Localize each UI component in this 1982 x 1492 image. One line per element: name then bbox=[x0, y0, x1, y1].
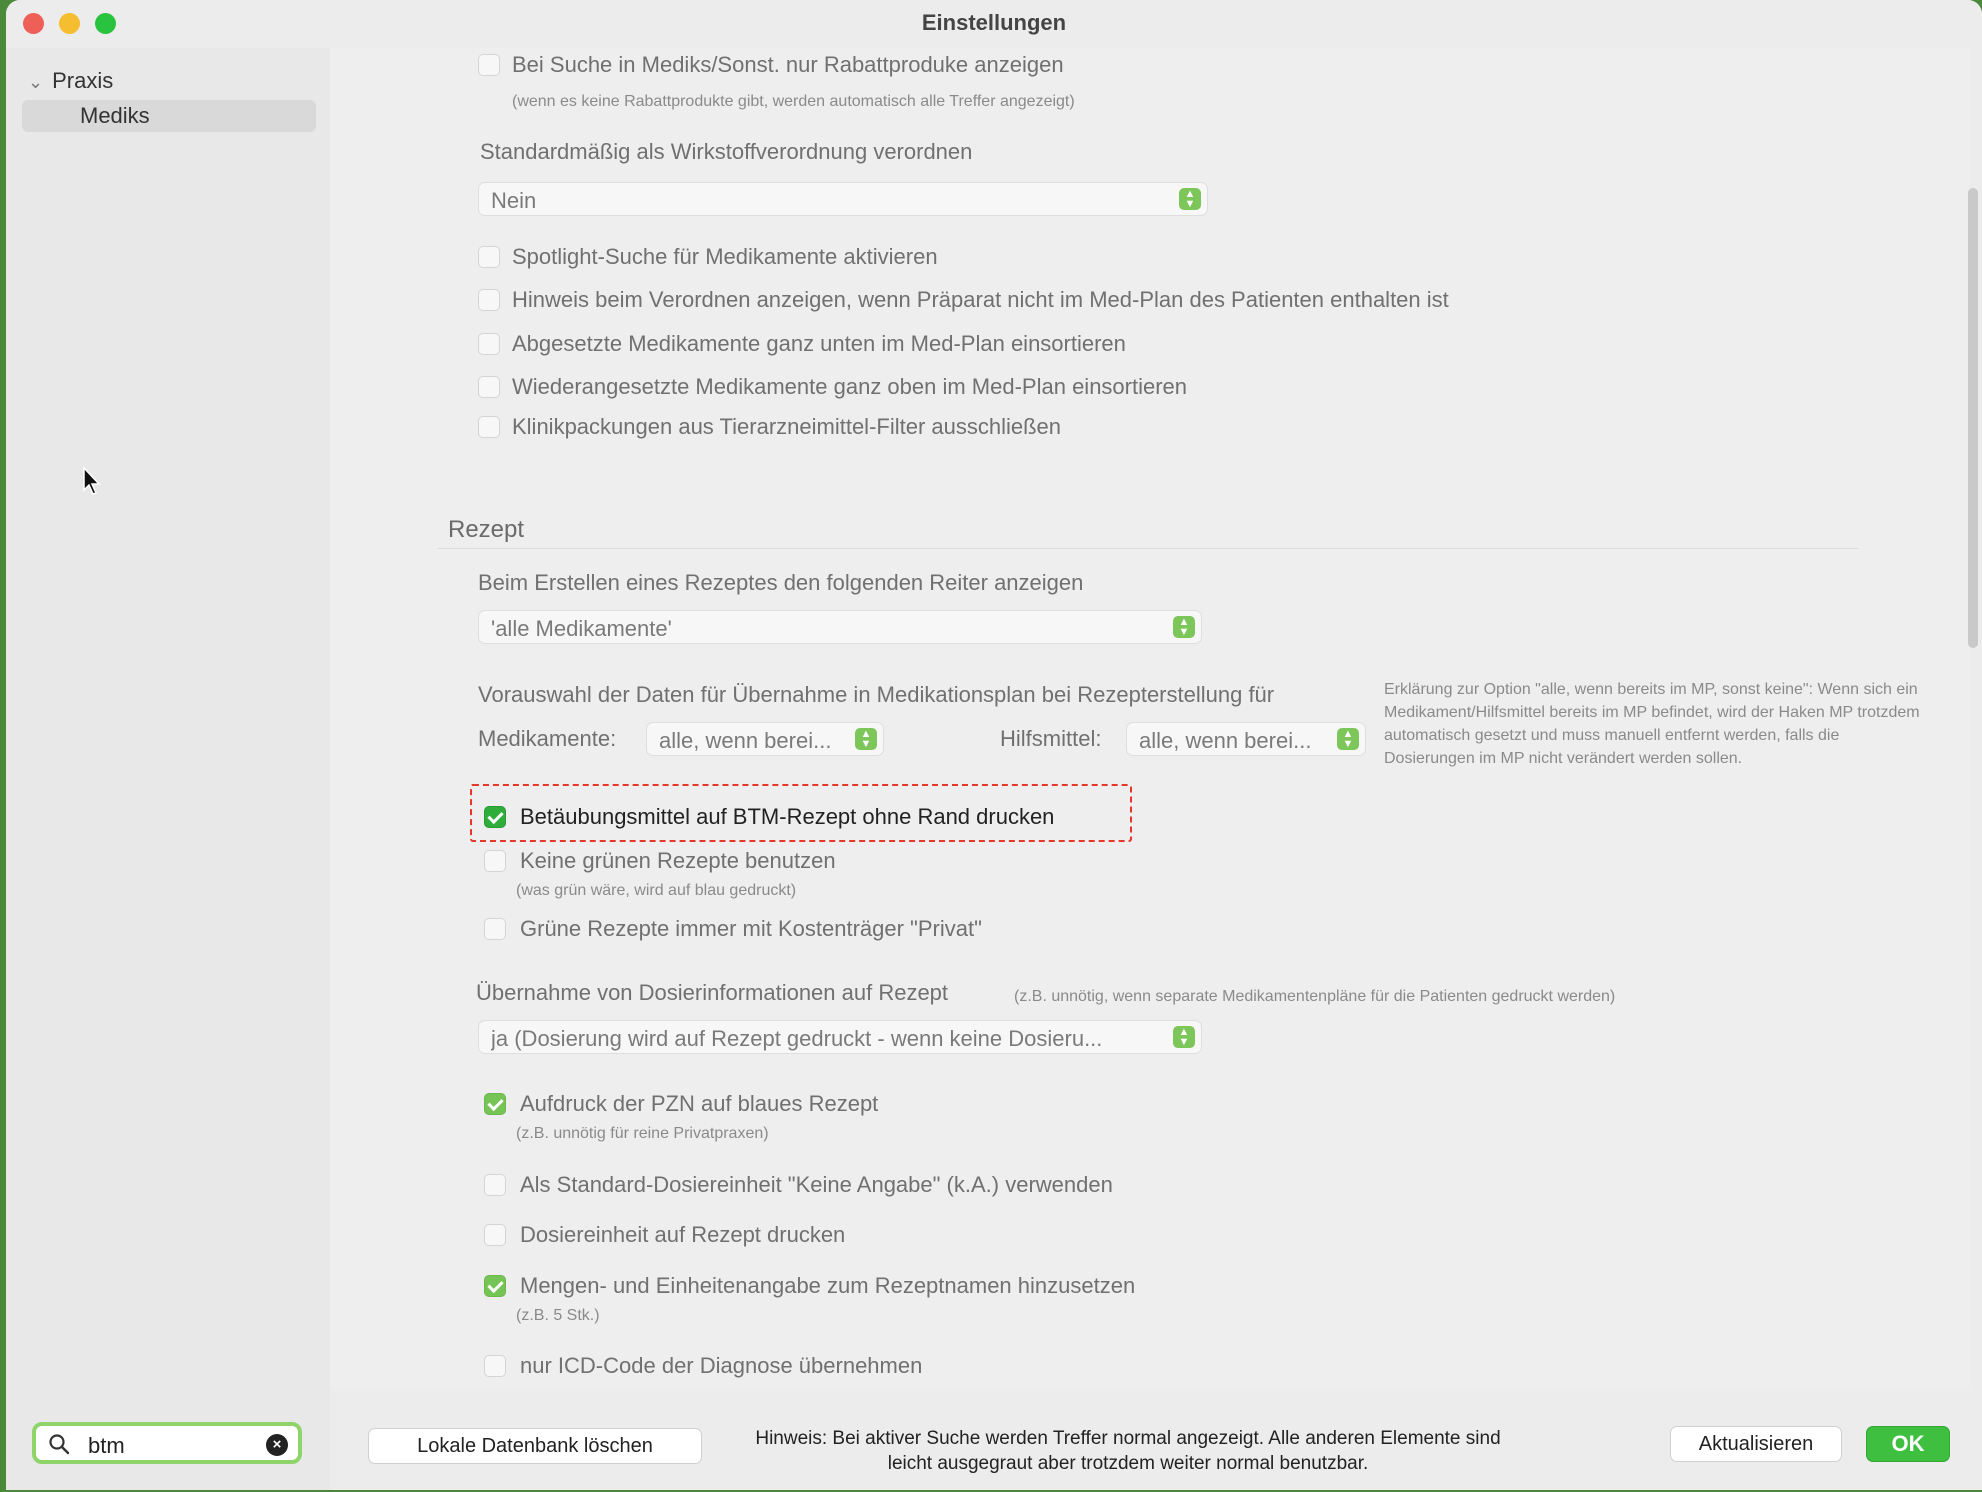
search-hint-line2: leicht ausgegraut aber trotzdem weiter normal benutzbar. bbox=[887, 1453, 1369, 1474]
dosier-select[interactable] bbox=[478, 1020, 1202, 1054]
delete-local-db-button[interactable]: Lokale Datenbank löschen bbox=[368, 1428, 702, 1464]
wirkstoff-label: Standardmäßig als Wirkstoffverordnung verordnen bbox=[480, 139, 973, 164]
btm-label: Betäubungsmittel auf BTM-Rezept ohne Rand drucken bbox=[520, 804, 1055, 829]
window-title: Einstellungen bbox=[921, 10, 1067, 35]
tree-node-praxis[interactable] bbox=[28, 68, 113, 94]
ka-checkbox[interactable] bbox=[484, 1174, 506, 1196]
spotlight-checkbox[interactable] bbox=[478, 246, 500, 268]
rezept-section-title: Rezept bbox=[448, 516, 525, 543]
mengen-label: Mengen- und Einheitenangabe zum Rezeptnamen hinzusetzen bbox=[520, 1273, 1136, 1298]
medikamente-value: alle, wenn berei... bbox=[659, 728, 832, 753]
chevron-down-icon[interactable]: ⌄ bbox=[28, 72, 44, 92]
keine-gruenen-checkbox[interactable] bbox=[484, 850, 506, 872]
vertical-scrollbar[interactable] bbox=[1964, 48, 1982, 1388]
dosier-value: ja (Dosierung wird auf Rezept gedruckt - wenn keine Dosieru... bbox=[491, 1026, 1103, 1051]
icd-label: nur ICD-Code der Diagnose übernehmen bbox=[520, 1353, 923, 1378]
stepper-arrows-icon: ▲ ▼ bbox=[1337, 728, 1359, 750]
settings-content bbox=[330, 48, 1970, 1388]
pzn-checkbox[interactable] bbox=[484, 1093, 506, 1115]
hinweis-medplan-checkbox[interactable] bbox=[478, 289, 500, 311]
medikamente-label: Medikamente: bbox=[478, 726, 617, 751]
wirkstoff-value: Nein bbox=[491, 188, 537, 213]
search-input[interactable]: btm bbox=[88, 1433, 125, 1458]
settings-window bbox=[6, 0, 1982, 1490]
mengen-note: (z.B. 5 Stk.) bbox=[516, 1307, 600, 1324]
tree-node-label: Praxis bbox=[52, 68, 114, 93]
reiter-label: Beim Erstellen eines Rezeptes den folgenden Reiter anzeigen bbox=[478, 570, 1084, 595]
hilfsmittel-label: Hilfsmittel: bbox=[1000, 726, 1102, 751]
rabatt-note: (wenn es keine Rabattprodukte gibt, werden automatisch alle Treffer angezeigt) bbox=[512, 93, 1075, 110]
stepper-arrows-icon: ▲ ▼ bbox=[855, 728, 877, 750]
stepper-arrows-icon: ▲ ▼ bbox=[1173, 1026, 1195, 1048]
pzn-label: Aufdruck der PZN auf blaues Rezept bbox=[520, 1091, 879, 1116]
klinikpackungen-label: Klinikpackungen aus Tierarzneimittel-Filter ausschließen bbox=[512, 414, 1062, 439]
vorauswahl-label: Vorauswahl der Daten für Übernahme in Medikationsplan bei Rezepterstellung für bbox=[478, 682, 1275, 707]
reiter-value: 'alle Medikamente' bbox=[491, 616, 672, 641]
vorauswahl-explanation: Erklärung zur Option "alle, wenn bereits im MP, sonst keine": Wenn sich ein Medikament/Hilfsmittel bereits im MP befindet, wird der Haken MP trotzdem automatisch gesetzt und muss manuell entfernt werden, falls die Dosierungen im MP nicht verändert werden sollen. bbox=[1384, 681, 1920, 767]
dosiereinheit-label: Dosiereinheit auf Rezept drucken bbox=[520, 1222, 846, 1247]
abgesetzte-label: Abgesetzte Medikamente ganz unten im Med-Plan einsortieren bbox=[512, 331, 1126, 356]
search-field[interactable] bbox=[32, 1422, 302, 1464]
icd-checkbox[interactable] bbox=[484, 1355, 506, 1377]
rabatt-checkbox[interactable] bbox=[478, 54, 500, 76]
stepper-arrows-icon: ▲ ▼ bbox=[1173, 616, 1195, 638]
klinikpackungen-checkbox[interactable] bbox=[478, 416, 500, 438]
gruene-privat-label: Grüne Rezepte immer mit Kostenträger "Privat" bbox=[520, 916, 982, 941]
ok-button[interactable]: OK bbox=[1866, 1426, 1950, 1462]
wirkstoff-select[interactable] bbox=[478, 182, 1208, 216]
sidebar-item-label: Mediks bbox=[80, 103, 150, 128]
medikamente-select[interactable] bbox=[646, 722, 884, 756]
section-divider bbox=[438, 548, 1858, 549]
hinweis-medplan-label: Hinweis beim Verordnen anzeigen, wenn Präparat nicht im Med-Plan des Patienten enthalten ist bbox=[512, 287, 1449, 312]
sidebar bbox=[6, 48, 330, 1490]
hilfsmittel-select[interactable] bbox=[1126, 722, 1366, 756]
mengen-checkbox[interactable] bbox=[484, 1275, 506, 1297]
stepper-arrows-icon: ▲ ▼ bbox=[1179, 188, 1201, 210]
keine-gruenen-note: (was grün wäre, wird auf blau gedruckt) bbox=[516, 882, 797, 899]
gruene-privat-checkbox[interactable] bbox=[484, 918, 506, 940]
pzn-note: (z.B. unnötig für reine Privatpraxen) bbox=[516, 1125, 769, 1142]
search-icon bbox=[48, 1433, 70, 1455]
wiederangesetzte-checkbox[interactable] bbox=[478, 376, 500, 398]
rabatt-label: Bei Suche in Mediks/Sonst. nur Rabattproduke anzeigen bbox=[512, 52, 1064, 77]
dosiereinheit-checkbox[interactable] bbox=[484, 1224, 506, 1246]
sidebar-item-mediks[interactable] bbox=[22, 100, 316, 132]
refresh-button[interactable]: Aktualisieren bbox=[1670, 1426, 1842, 1462]
search-hint-line1: Hinweis: Bei aktiver Suche werden Treffer normal angezeigt. Alle anderen Elemente sind bbox=[755, 1428, 1501, 1449]
ka-label: Als Standard-Dosiereinheit "Keine Angabe" (k.A.) verwenden bbox=[520, 1172, 1113, 1197]
wiederangesetzte-label: Wiederangesetzte Medikamente ganz oben im Med-Plan einsortieren bbox=[512, 374, 1188, 399]
hilfsmittel-value: alle, wenn berei... bbox=[1139, 728, 1312, 753]
title-bar bbox=[6, 0, 1982, 48]
search-hint bbox=[728, 1426, 1528, 1476]
mouse-pointer-icon bbox=[82, 466, 102, 496]
dosier-label: Übernahme von Dosierinformationen auf Rezept bbox=[476, 980, 949, 1005]
btm-checkbox[interactable] bbox=[484, 806, 506, 828]
dosier-note: (z.B. unnötig, wenn separate Medikamentenpläne für die Patienten gedruckt werden) bbox=[1014, 988, 1616, 1005]
spotlight-label: Spotlight-Suche für Medikamente aktivieren bbox=[512, 244, 938, 269]
scrollbar-thumb[interactable] bbox=[1968, 188, 1978, 648]
reiter-select[interactable] bbox=[478, 610, 1202, 644]
abgesetzte-checkbox[interactable] bbox=[478, 333, 500, 355]
footer-bar bbox=[330, 1388, 1982, 1490]
keine-gruenen-label: Keine grünen Rezepte benutzen bbox=[520, 848, 836, 873]
clear-search-icon[interactable]: × bbox=[266, 1434, 288, 1456]
